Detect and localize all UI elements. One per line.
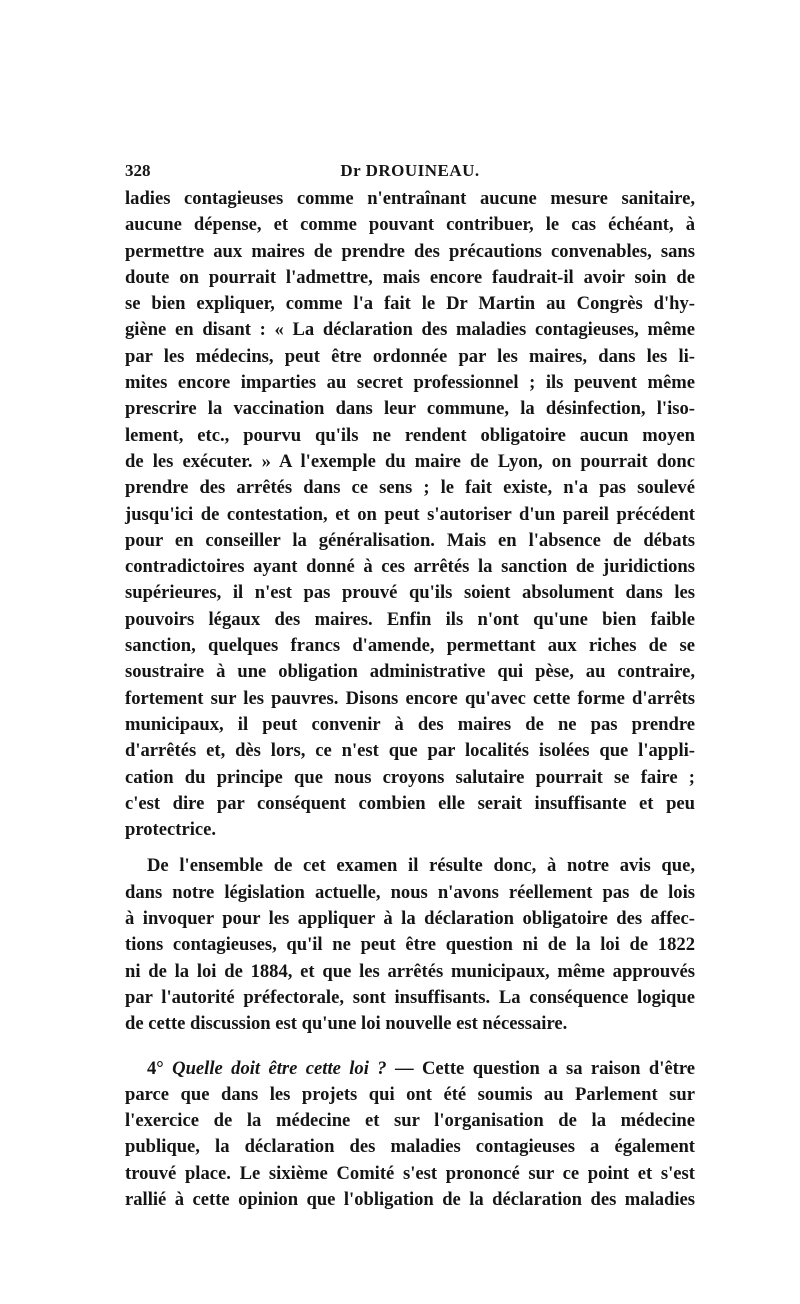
text-line: ni de la loi de 1884, et que les arrêtés municipaux, même approuvés: [125, 960, 695, 982]
text-line: d'arrêtés et, dès lors, ce n'est que par localités isolées que l'appli-: [125, 740, 695, 762]
text-line: sanction, quelques francs d'amende, permettant aux riches de se: [125, 635, 695, 657]
paragraph-2: [125, 853, 695, 1037]
text-line: lement, etc., pourvu qu'ils ne rendent obligatoire aucun moyen: [125, 424, 695, 446]
text-line: contradictoires ayant donné à ces arrêtés la sanction de juridictions: [125, 556, 695, 578]
text-line: à invoquer pour les appliquer à la déclaration obligatoire des affec-: [125, 908, 695, 930]
text-line: De l'ensemble de cet examen il résulte donc, à notre avis que,: [147, 855, 695, 877]
text-line: permettre aux maires de prendre des précautions convenables, sans: [125, 240, 695, 262]
text-line: supérieures, il n'est pas prouvé qu'ils soient absolument dans les: [125, 582, 695, 604]
text-line: pour en conseiller la généralisation. Mais en l'absence de débats: [125, 529, 695, 551]
text-line: [125, 1056, 695, 1082]
section-gap: [125, 1038, 695, 1056]
text-line: parce que dans les projets qui ont été soumis au Parlement sur: [125, 1083, 695, 1105]
text-line: municipaux, il peut convenir à des maires de ne pas prendre: [125, 713, 695, 735]
text-line: mites encore imparties au secret professionnel ; ils peuvent même: [125, 372, 695, 394]
text-line: dans notre législation actuelle, nous n'avons réellement pas de lois: [125, 881, 695, 903]
text-line: prendre des arrêtés dans ce sens ; le fait existe, n'a pas soulevé: [125, 477, 695, 499]
text-line: de cette discussion est qu'une loi nouvelle est nécessaire.: [125, 1013, 568, 1035]
text-line: l'exercice de la médecine et sur l'organisation de la médecine: [125, 1110, 695, 1132]
text-line: trouvé place. Le sixième Comité s'est prononcé sur ce point et s'est: [125, 1162, 695, 1184]
text-fragment: — Cette question a sa raison d'être: [386, 1057, 695, 1079]
section-number: 4°: [147, 1057, 173, 1079]
text-line: ladies contagieuses comme n'entraînant aucune mesure sanitaire,: [125, 188, 695, 209]
text-line: protectrice.: [125, 819, 217, 841]
section-heading: Quelle doit être cette loi ?: [172, 1057, 387, 1079]
text-line: doute on pourrait l'admettre, mais encore faudrait-il avoir soin de: [125, 266, 695, 288]
paragraph-3: [125, 1056, 695, 1214]
text-line: soustraire à une obligation administrative qui pèse, au contraire,: [125, 661, 695, 683]
body-text: [125, 186, 695, 1213]
paragraph-1: [125, 186, 695, 843]
text-line: de les exécuter. » A l'exemple du maire de Lyon, on pourrait donc: [125, 450, 695, 472]
text-line: fortement sur les pauvres. Disons encore qu'avec cette forme d'arrêts: [125, 687, 695, 709]
text-line: prescrire la vaccination dans leur commune, la désinfection, l'iso-: [125, 398, 695, 420]
running-head-title: Dr DROUINEAU.: [340, 161, 480, 180]
text-line: publique, la déclaration des maladies contagieuses a également: [125, 1136, 695, 1158]
text-line: par l'autorité préfectorale, sont insuffisants. La conséquence logique: [125, 986, 695, 1008]
paragraph-gap: [125, 843, 695, 853]
page-number: 328: [125, 161, 151, 180]
text-line: jusqu'ici de contestation, et on peut s'autoriser d'un pareil précédent: [125, 503, 695, 525]
running-head: [125, 156, 695, 186]
text-line: c'est dire par conséquent combien elle serait insuffisante et peu: [125, 792, 695, 814]
text-line: pouvoirs légaux des maires. Enfin ils n'ont qu'une bien faible: [125, 608, 695, 630]
text-line: se bien expliquer, comme l'a fait le Dr Martin au Congrès d'hy-: [125, 293, 695, 315]
text-line: tions contagieuses, qu'il ne peut être question ni de la loi de 1822: [125, 934, 695, 956]
text-line: giène en disant : « La déclaration des maladies contagieuses, même: [125, 319, 695, 341]
text-line: rallié à cette opinion que l'obligation de la déclaration des maladies: [125, 1188, 695, 1210]
text-line: aucune dépense, et comme pouvant contribuer, le cas échéant, à: [125, 214, 695, 236]
text-line: par les médecins, peut être ordonnée par les maires, dans les li-: [125, 345, 695, 367]
text-line: cation du principe que nous croyons salutaire pourrait se faire ;: [125, 766, 695, 788]
